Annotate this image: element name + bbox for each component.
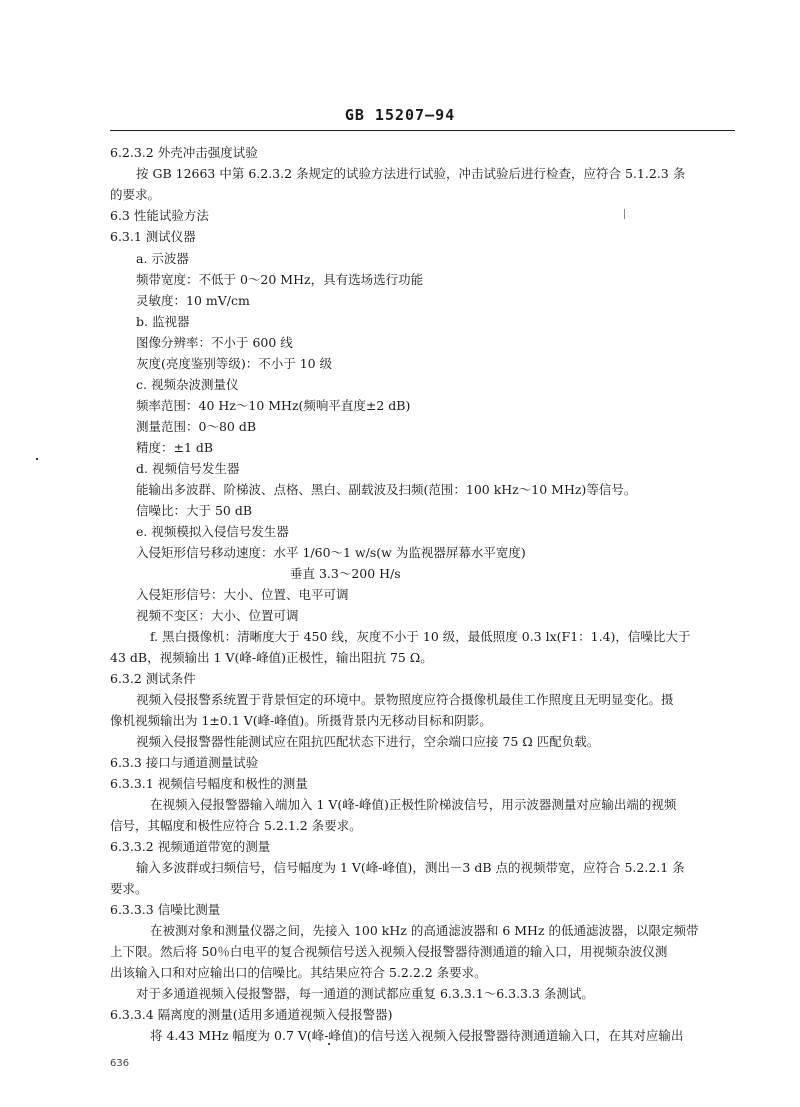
section-heading: 6.3.3.1 视频信号幅度和极性的测量 xyxy=(110,776,308,791)
spec-line: 灵敏度：10 mV/cm xyxy=(136,293,250,308)
section-heading: 6.3.3.2 视频通道带宽的测量 xyxy=(110,839,271,854)
section-heading: 6.3.3.4 隔离度的测量(适用多通道视频入侵报警器) xyxy=(110,1007,393,1022)
spec-line: 43 dB，视频输出 1 V(峰-峰值)正极性，输出阻抗 75 Ω。 xyxy=(110,650,433,665)
footer-dot xyxy=(328,1043,330,1045)
section-heading: 6.3.3.3 信噪比测量 xyxy=(110,902,221,917)
paragraph-line: 的要求。 xyxy=(110,187,161,202)
spec-line: 入侵矩形信号移动速度：水平 1/60～1 w/s(w 为监视器屏幕水平宽度) xyxy=(136,545,526,560)
standard-number-header: GB 15207—94 xyxy=(344,106,456,124)
list-item-label: b. 监视器 xyxy=(136,314,190,329)
paragraph-line: 对于多通道视频入侵报警器，每一通道的测试都应重复 6.3.3.1～6.3.3.3 条测试。 xyxy=(136,986,594,1001)
paragraph-line: 将 4.43 MHz 幅度为 0.7 V(峰-峰值)的信号送入视频入侵报警器待测通道输入口，在其对应输出 xyxy=(150,1028,684,1043)
paragraph-line: 在视频入侵报警器输入端加入 1 V(峰-峰值)正极性阶梯波信号，用示波器测量对应输出端的视频 xyxy=(150,797,677,812)
paragraph-line: 视频入侵报警系统置于背景恒定的环境中。景物照度应符合摄像机最佳工作照度且无明显变化。摄 xyxy=(136,692,674,707)
list-item-label: c. 视频杂波测量仪 xyxy=(136,377,239,392)
spec-line: 频带宽度：不低于 0～20 MHz，具有选场选行功能 xyxy=(136,272,424,287)
spec-line: 图像分辨率：不小于 600 线 xyxy=(136,335,293,350)
spec-line: 视频不变区：大小、位置可调 xyxy=(136,608,299,623)
list-item-label: d. 视频信号发生器 xyxy=(136,461,240,476)
paragraph-line: 输入多波群或扫频信号，信号幅度为 1 V(峰-峰值)，测出－3 dB 点的视频带宽，应符合 5.2.2.1 条 xyxy=(136,860,685,875)
list-item-label: a. 示波器 xyxy=(136,251,189,266)
paragraph-line: 要求。 xyxy=(110,881,148,896)
paragraph-line: 上下限。然后将 50％白电平的复合视频信号送入视频入侵报警器待测通道的输入口，用视频杂波仪测 xyxy=(110,944,668,959)
spec-line: 频率范围：40 Hz～10 MHz(频响平直度±2 dB) xyxy=(136,398,411,413)
section-heading: 6.3.3 接口与通道测量试验 xyxy=(110,755,259,770)
section-heading: 6.3.2 测试条件 xyxy=(110,671,196,686)
margin-mark xyxy=(624,209,625,219)
spec-line: 灰度(亮度鉴别等级)：不小于 10 级 xyxy=(136,356,333,371)
list-item-label: e. 视频模拟入侵信号发生器 xyxy=(136,524,289,539)
spec-line: 信噪比：大于 50 dB xyxy=(136,503,253,518)
paragraph-line: 出该输入口和对应输出口的信噪比。其结果应符合 5.2.2.2 条要求。 xyxy=(110,965,487,980)
header-rule xyxy=(110,130,735,131)
paragraph-line: 信号，其幅度和极性应符合 5.2.1.2 条要求。 xyxy=(110,818,362,833)
section-heading: 6.3.1 测试仪器 xyxy=(110,229,196,244)
page-number: 636 xyxy=(110,1058,130,1069)
paragraph-line: 按 GB 12663 中第 6.2.3.2 条规定的试验方法进行试验，冲击试验后进行检查，应符合 5.1.2.3 条 xyxy=(136,166,686,181)
paragraph-line: 在被测对象和测量仪器之间，先接入 100 kHz 的高通滤波器和 6 MHz 的低通滤波器，以限定频带 xyxy=(150,923,699,938)
paragraph-line: 像机视频输出为 1±0.1 V(峰-峰值)。所摄背景内无移动目标和阴影。 xyxy=(110,713,492,728)
section-heading: 6.3 性能试验方法 xyxy=(110,208,209,223)
section-heading: 6.2.3.2 外壳冲击强度试验 xyxy=(110,145,258,160)
spec-line: 入侵矩形信号：大小、位置、电平可调 xyxy=(136,587,349,602)
margin-dot xyxy=(36,458,38,460)
list-item-label: f. 黑白摄像机：清晰度大于 450 线，灰度不小于 10 级，最低照度 0.3 lx(F1：1.4)，信噪比大于 xyxy=(150,629,691,644)
spec-line: 测量范围：0～80 dB xyxy=(136,419,257,434)
paragraph-line: 视频入侵报警器性能测试应在阻抗匹配状态下进行，空余端口应接 75 Ω 匹配负载。 xyxy=(136,734,600,749)
spec-line: 精度：±1 dB xyxy=(136,440,214,455)
spec-line: 能输出多波群、阶梯波、点格、黑白、副载波及扫频(范围：100 kHz～10 MHz)等信号。 xyxy=(136,482,637,497)
spec-line: 垂直 3.3～200 H/s xyxy=(290,566,401,581)
